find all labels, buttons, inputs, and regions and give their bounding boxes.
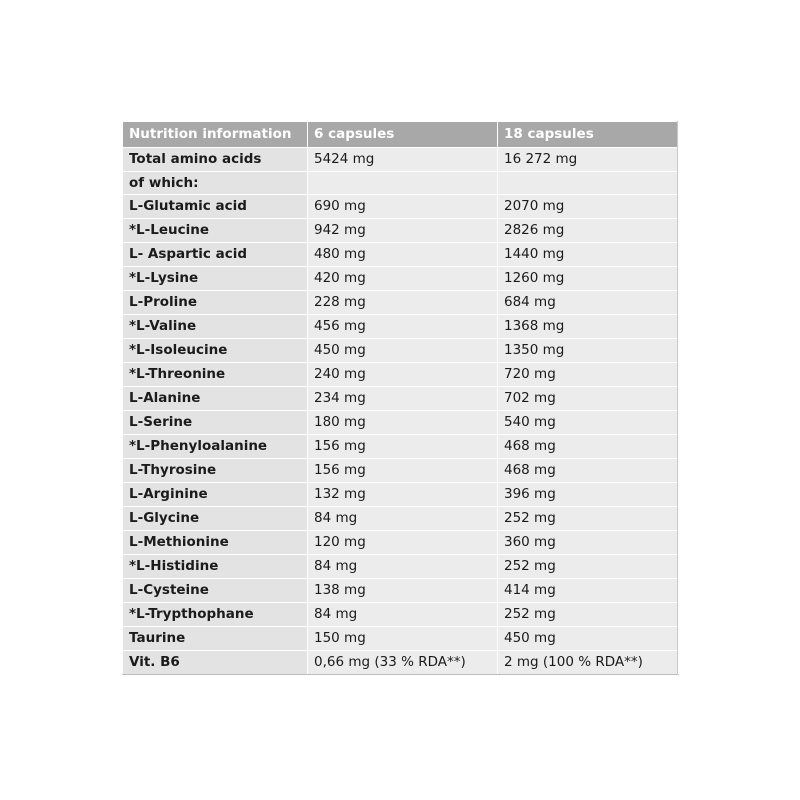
row-label: Taurine <box>123 627 308 651</box>
row-label: *L-Valine <box>123 315 308 339</box>
table-row <box>123 363 679 387</box>
row-value-6-capsules: 5424 mg <box>308 148 498 172</box>
nutrition-information-table <box>122 121 679 675</box>
row-value-6-capsules: 690 mg <box>308 195 498 219</box>
table-row <box>123 172 679 195</box>
row-label: Total amino acids <box>123 148 308 172</box>
row-label: Vit. B6 <box>123 651 308 675</box>
row-value-6-capsules <box>308 172 498 195</box>
table-row <box>123 627 679 651</box>
row-value-18-capsules: 252 mg <box>498 507 679 531</box>
row-label: L-Serine <box>123 411 308 435</box>
row-value-6-capsules: 84 mg <box>308 555 498 579</box>
row-value-6-capsules: 120 mg <box>308 531 498 555</box>
row-label: *L-Histidine <box>123 555 308 579</box>
row-value-18-capsules: 16 272 mg <box>498 148 679 172</box>
row-value-18-capsules: 396 mg <box>498 483 679 507</box>
table-row <box>123 195 679 219</box>
row-value-6-capsules: 240 mg <box>308 363 498 387</box>
row-label: L-Methionine <box>123 531 308 555</box>
row-value-18-capsules: 252 mg <box>498 603 679 627</box>
row-value-6-capsules: 180 mg <box>308 411 498 435</box>
row-label: L-Arginine <box>123 483 308 507</box>
table-row <box>123 459 679 483</box>
table-row <box>123 411 679 435</box>
table-row <box>123 435 679 459</box>
table-header <box>123 122 679 148</box>
row-label: L-Thyrosine <box>123 459 308 483</box>
row-label: L-Glycine <box>123 507 308 531</box>
row-value-6-capsules: 156 mg <box>308 459 498 483</box>
row-value-18-capsules: 360 mg <box>498 531 679 555</box>
table-row <box>123 555 679 579</box>
row-value-18-capsules: 684 mg <box>498 291 679 315</box>
table-row <box>123 243 679 267</box>
table-row <box>123 651 679 675</box>
row-value-18-capsules: 702 mg <box>498 387 679 411</box>
column-header-18-capsules: 18 capsules <box>498 122 679 148</box>
row-value-18-capsules: 468 mg <box>498 435 679 459</box>
column-header-nutrition-information: Nutrition information <box>123 122 308 148</box>
row-value-18-capsules: 2826 mg <box>498 219 679 243</box>
table-row <box>123 387 679 411</box>
row-label: *L-Threonine <box>123 363 308 387</box>
row-value-18-capsules: 414 mg <box>498 579 679 603</box>
column-header-6-capsules: 6 capsules <box>308 122 498 148</box>
row-value-6-capsules: 84 mg <box>308 603 498 627</box>
row-label: L- Aspartic acid <box>123 243 308 267</box>
table-row <box>123 267 679 291</box>
table-row <box>123 483 679 507</box>
table-row <box>123 603 679 627</box>
row-label: L-Alanine <box>123 387 308 411</box>
row-value-6-capsules: 150 mg <box>308 627 498 651</box>
row-value-6-capsules: 234 mg <box>308 387 498 411</box>
row-value-6-capsules: 456 mg <box>308 315 498 339</box>
row-label: of which: <box>123 172 308 195</box>
row-value-6-capsules: 138 mg <box>308 579 498 603</box>
table-row <box>123 531 679 555</box>
row-value-18-capsules: 540 mg <box>498 411 679 435</box>
row-label: *L-Leucine <box>123 219 308 243</box>
row-value-18-capsules <box>498 172 679 195</box>
row-value-18-capsules: 1260 mg <box>498 267 679 291</box>
row-value-18-capsules: 252 mg <box>498 555 679 579</box>
table-row <box>123 579 679 603</box>
row-label: *L-Lysine <box>123 267 308 291</box>
row-label: *L-Isoleucine <box>123 339 308 363</box>
row-value-18-capsules: 1368 mg <box>498 315 679 339</box>
row-value-6-capsules: 420 mg <box>308 267 498 291</box>
row-label: *L-Trypthophane <box>123 603 308 627</box>
table-row <box>123 315 679 339</box>
row-value-18-capsules: 720 mg <box>498 363 679 387</box>
table-header-row <box>123 122 679 148</box>
row-value-18-capsules: 468 mg <box>498 459 679 483</box>
table-row <box>123 339 679 363</box>
row-label: L-Proline <box>123 291 308 315</box>
table-row <box>123 507 679 531</box>
table-row <box>123 219 679 243</box>
row-value-6-capsules: 480 mg <box>308 243 498 267</box>
row-value-6-capsules: 84 mg <box>308 507 498 531</box>
row-value-6-capsules: 132 mg <box>308 483 498 507</box>
nutrition-table-container <box>122 121 678 675</box>
row-value-6-capsules: 0,66 mg (33 % RDA**) <box>308 651 498 675</box>
row-value-6-capsules: 942 mg <box>308 219 498 243</box>
row-label: L-Glutamic acid <box>123 195 308 219</box>
row-value-18-capsules: 1440 mg <box>498 243 679 267</box>
table-row <box>123 148 679 172</box>
table-body <box>123 148 679 675</box>
row-label: L-Cysteine <box>123 579 308 603</box>
row-value-18-capsules: 2070 mg <box>498 195 679 219</box>
row-value-6-capsules: 228 mg <box>308 291 498 315</box>
row-value-18-capsules: 2 mg (100 % RDA**) <box>498 651 679 675</box>
row-value-18-capsules: 1350 mg <box>498 339 679 363</box>
row-value-6-capsules: 450 mg <box>308 339 498 363</box>
row-value-18-capsules: 450 mg <box>498 627 679 651</box>
table-row <box>123 291 679 315</box>
row-value-6-capsules: 156 mg <box>308 435 498 459</box>
row-label: *L-Phenyloalanine <box>123 435 308 459</box>
